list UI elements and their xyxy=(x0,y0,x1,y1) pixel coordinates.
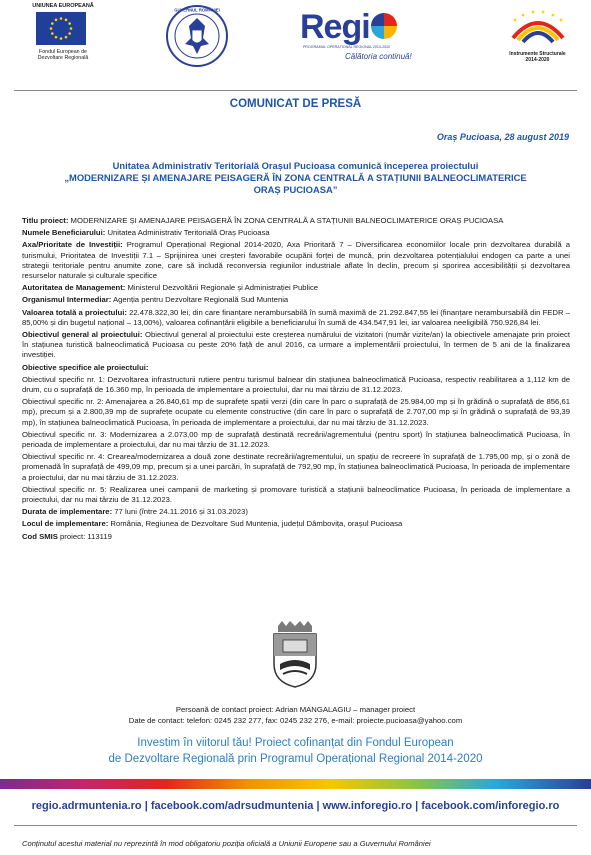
general-objective-row xyxy=(22,330,570,361)
structural-instruments-logo-icon xyxy=(505,8,571,48)
is-label-line2: 2014-2020 xyxy=(525,57,550,63)
duration-row xyxy=(22,507,570,517)
eu-fund-line2: Dezvoltare Regională xyxy=(37,55,89,61)
press-release-body xyxy=(22,216,570,544)
regio-o-icon xyxy=(371,13,397,39)
eu-fund-label xyxy=(18,49,108,61)
location-label: Locul de implementare: xyxy=(22,519,109,529)
axis-row xyxy=(22,240,570,281)
axis-label: Axa/Prioritate de Investiții: xyxy=(22,240,123,250)
footer-divider xyxy=(14,825,577,826)
eu-star-icon xyxy=(70,27,73,30)
authority-value: Ministerul Dezvoltării Regionale și Administrației Publice xyxy=(125,283,319,293)
smis-row xyxy=(22,532,570,542)
eu-star-icon xyxy=(60,37,63,40)
specific-objectives-heading xyxy=(22,363,570,373)
contact-person: Persoană de contact proiect: Adrian MANGALAGIU – manager proiect xyxy=(175,705,416,714)
eu-star-icon xyxy=(68,32,71,35)
authority-label: Autoritatea de Management: xyxy=(22,283,126,293)
slogan-line1: Investim în viitorul tău! Proiect cofinanțat din Fondul European xyxy=(137,737,454,749)
regio-wordmark: Regi xyxy=(300,8,370,46)
smis-value: proiect: 113119 xyxy=(57,531,112,541)
pucioasa-crest-icon xyxy=(268,620,322,688)
general-objective-label: Obiectivul general al proiectului: xyxy=(22,330,143,340)
intermediary-label: Organismul Intermediar: xyxy=(22,295,112,305)
location-row xyxy=(22,519,570,529)
press-release-title: COMUNICAT DE PRESĂ xyxy=(229,98,362,110)
structural-instruments-label xyxy=(490,51,585,63)
duration-label: Durata de implementare: xyxy=(22,507,113,517)
eu-flag-icon xyxy=(36,12,86,45)
eu-star-icon xyxy=(65,36,68,39)
general-objective-value: Obiectivul general al proiectului este creșterea numărului de vizitatori (număr vizite/an) la obiectivele amenajate prin proiect în stațiunea turistică balneoclimatică Pucioasa cu peste 20% față de anul 2016, ca urmare a implementării proiectului, în termen de 5 ani de la finalizarea investiției. xyxy=(22,330,570,360)
project-title-value: MODERNIZARE ȘI AMENAJARE PEISAGERĂ ÎN ZONA CENTRALĂ A STAȚIUNII BALNEOCLIMATERICE ORAȘ PUCIOASA xyxy=(68,216,504,225)
eu-caption: UNIUNEA EUROPEANĂ xyxy=(32,3,94,9)
headline-line3: ORAȘ PUCIOASA” xyxy=(253,184,338,195)
location-value: România, Regiunea de Dezvoltare Sud Muntenia, județul Dâmbovița, orașul Pucioasa xyxy=(108,519,403,529)
project-title-label: Titlu proiect: xyxy=(22,216,69,225)
beneficiary-label: Numele Beneficiarului: xyxy=(22,228,106,238)
eu-fund-line1: Fondul European de xyxy=(38,49,87,55)
beneficiary-value: Unitatea Administrativ Teritorială Oraș Pucioasa xyxy=(105,228,270,238)
eu-star-icon xyxy=(50,27,53,30)
slogan-line2: de Dezvoltare Regională prin Programul Operațional Regional 2014-2020 xyxy=(108,753,483,765)
headline-line2: „MODERNIZARE ȘI AMENAJARE PEISAGERĂ ÎN ZONA CENTRALĂ A STAȚIUNII BALNEOCLIMATERICE xyxy=(64,172,527,183)
smis-label: Cod SMIS xyxy=(22,531,58,541)
eu-star-icon xyxy=(55,19,58,22)
duration-value: 77 luni (între 24.11.2016 și 31.03.2023) xyxy=(112,507,248,517)
objective-3: Obiectivul specific nr. 3: Modernizarea a 2.073,00 mp de suprafață destinată recreării/agrementului (pentru sport) în stațiunea balneoclimatică Pucioasa, în perioada de implementare a proiectului, dar nu mai târziu de 31.12.2023. xyxy=(22,429,570,450)
disclaimer: Conținutul acestui material nu reprezintă în mod obligatoriu poziția oficială a Uniunii Europene sau a Guvernului României xyxy=(22,839,431,848)
intermediary-row xyxy=(22,295,570,305)
date-line: Oraș Pucioasa, 28 august 2019 xyxy=(436,132,569,142)
project-title-row xyxy=(22,216,570,226)
eu-star-icon xyxy=(65,19,68,22)
color-band xyxy=(0,779,591,789)
authority-row xyxy=(22,283,570,293)
is-label-line1: Instrumente Structurale xyxy=(509,51,566,57)
objective-1: Obiectivul specific nr. 1: Dezvoltarea infrastructurii rutiere pentru turismul balnear din stațiunea balneoclimatică Pucioasa, respectiv reabilitarea a 1,112 km de drum, cu o suprafață de 16.360 mp, în perioada de implementare a proiectului, dar nu mai târziu de 31.12.2023. xyxy=(22,374,570,395)
government-seal-icon xyxy=(165,4,229,68)
header-divider xyxy=(14,90,577,91)
total-value-value: 22.478.322,30 lei, din care finanțare nerambursabilă în sumă maximă de 21.292.847,55 lei (finanțare nerambursabilă din FEDR – 85,00% și din bugetul național – 13,00%), valoarea cofinanțării eligibile a beneficiarului în sumă de 434.547,91 lei, iar valoarea neeligibilă 750.926,84 lei. xyxy=(22,307,570,327)
intermediary-value: Agenția pentru Dezvoltare Regională Sud Muntenia xyxy=(111,295,289,305)
specific-objectives-label: Obiective specifice ale proiectului: xyxy=(22,362,149,372)
total-value-row xyxy=(22,308,570,328)
objective-5: Obiectivul specific nr. 5: Realizarea unei campanii de marketing și promovare turistică a stațiunii balneoclimatice Pucioasa, în perioada de implementare a proiectului, dar nu mai târziu de 31.12.2023. xyxy=(22,484,570,505)
axis-value: Programul Operațional Regional 2014-2020, Axa Prioritară 7 – Diversificarea economiilor locale prin dezvoltarea durabilă a turismului, Prioritatea de Investiții 7.1 – Sprijinirea unei creșteri favorabile ocupării forței de muncă, prin dezvoltarea potențialului endogen ca parte a unei strategii teritoriale pentru anumite zone, care să includă reconversia regiunilor industriale aflate în declin, precum și sporirea accesibilității și dezvoltarea resurselor naturale și culturale specifice xyxy=(22,240,570,281)
eu-star-icon xyxy=(68,22,71,25)
headline xyxy=(30,160,561,196)
footer-links[interactable]: regio.adrmuntenia.ro | facebook.com/adrsudmuntenia | www.inforegio.ro | facebook.com/inforegio.ro xyxy=(31,800,560,812)
regio-program-text: PROGRAMUL OPERAȚIONAL REGIONAL 2014-2020 xyxy=(303,45,391,49)
contact-details: Date de contact: telefon: 0245 232 277, fax: 0245 232 276, e-mail: proiecte.pucioasa@yahoo.com xyxy=(128,716,463,725)
eu-star-icon xyxy=(51,32,54,35)
objective-2: Obiectivul specific nr. 2: Amenajarea a 26.840,61 mp de suprafețe spații verzi (din care în parc o suprafață de 25.984,00 mp și în grădină o suprafață de 856,61 mp), precum și a 2.800,39 mp de suprafețe ocupate cu elemente constructive (din care în parc o suprafață de 2.707,00 mp și în grădină o suprafață de 93,39 mp), în stațiunea balneoclimatică Pucioasa, în perioada de implementare a proiectului, dar nu mai târziu de 31.12.2023. xyxy=(22,397,570,427)
regio-tagline: Călătoria continuă! xyxy=(345,52,412,61)
regio-logo xyxy=(300,8,397,47)
eu-star-icon xyxy=(51,22,54,25)
government-seal-text: GUVERNUL ROMÂNIEI xyxy=(174,7,220,13)
headline-line1: Unitatea Administrativ Teritorială Orașul Pucioasa comunică începerea proiectului xyxy=(112,160,479,171)
beneficiary-row xyxy=(22,228,570,238)
objective-4: Obiectivul specific nr. 4: Crearea/modernizarea a două zone destinate recreării/agrementului, un spațiu de recreere în suprafață de 1.795,00 mp, și o zonă de promenadă în suprafață de 499,09 mp, precum și a unei parcări, în suprafață de 792,90 mp, în stațiunea balneoclimatică Pucioasa, în perioada de implementare a proiectului, dar nu mai târziu de 31.12.2023. xyxy=(22,452,570,482)
total-value-label: Valoarea totală a proiectului: xyxy=(22,307,127,317)
eu-star-icon xyxy=(60,17,63,20)
eu-star-icon xyxy=(55,36,58,39)
